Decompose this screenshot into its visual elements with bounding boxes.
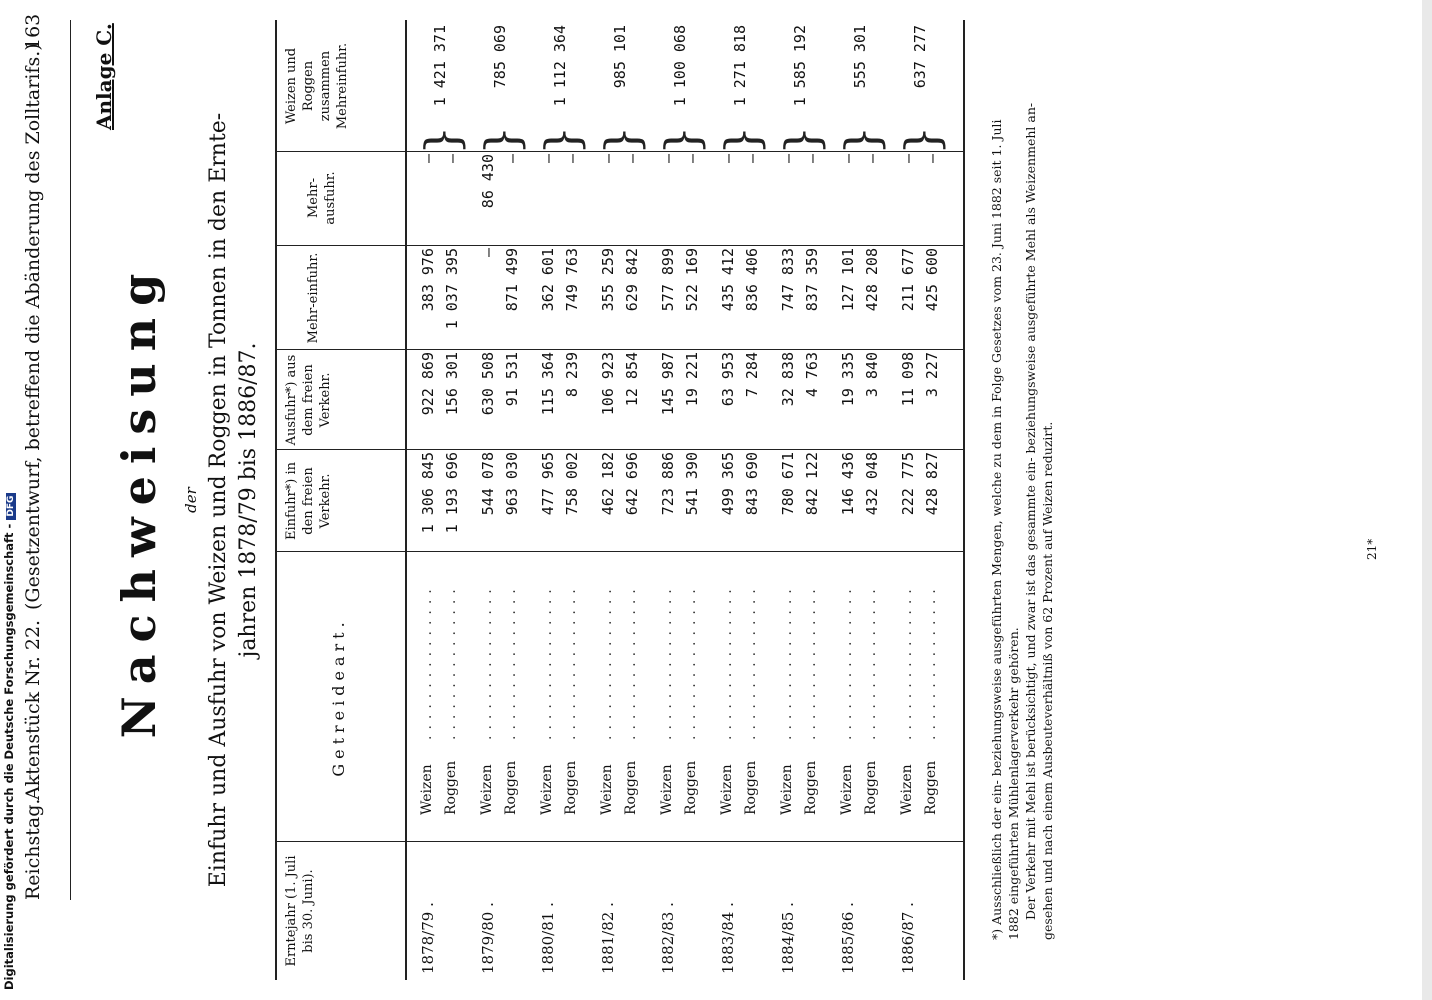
table-row [535,20,593,980]
export-roggen: 8 239 [563,352,581,398]
page-number: 163 [22,13,44,50]
grain-roggen: Roggen [503,760,519,815]
mehr-import-roggen: 1 037 395 [443,248,461,330]
dfg-logo: DFG [6,493,16,520]
footnote [988,40,1056,940]
mehr-import-roggen: 749 763 [563,248,581,312]
export-roggen: 4 763 [803,352,821,398]
grain-weizen: Weizen [479,764,495,815]
total-mehreinfuhr: 1 112 364 [551,25,569,107]
header-grain: Getreideart. [329,617,348,777]
import-weizen: 780 671 [779,452,797,516]
bottom-page-mark: 21* [1365,538,1379,560]
dot-leader: ............... [719,583,735,740]
import-roggen: 541 390 [683,452,701,516]
mehr-import-weizen: 383 976 [419,248,437,312]
grain-roggen: Roggen [803,760,819,815]
total-mehreinfuhr: 1 100 068 [671,25,689,107]
dot-leader: ............... [743,583,759,740]
mehr-export-weizen: — [719,154,737,164]
header-year: Erntejahr (1. Juli bis 30. Juni). [284,855,316,967]
import-roggen: 428 827 [923,452,941,516]
footnote-line-3: Der Verkehr mit Mehl ist berücksichtigt, und zwar ist das gesammte ein- beziehungsweise ausgeführte Mehl als Weizenmehl an- [1023,102,1038,920]
import-roggen: 842 122 [803,452,821,516]
mehr-export-weizen: — [779,154,797,164]
export-weizen: 922 869 [419,352,437,416]
grain-weizen: Weizen [419,764,435,815]
import-weizen: 1 306 845 [419,452,437,534]
brace-glyph: } [535,125,589,155]
import-weizen: 222 775 [899,452,917,516]
header-import: Einfuhr*) in den freien Verkehr. [284,461,333,541]
mehr-import-roggen: 871 499 [503,248,521,312]
grain-roggen: Roggen [863,760,879,815]
mehr-import-roggen: 522 169 [683,248,701,312]
table-row [655,20,713,980]
grain-weizen: Weizen [539,764,555,815]
total-mehreinfuhr: 1 585 192 [791,25,809,107]
dot-leader: ............... [659,583,675,740]
mehr-import-weizen: — [479,248,497,258]
table-header-rule [405,20,407,980]
subtitle-line-1: Einfuhr und Ausfuhr von Weizen und Roggen in Tonnen in den Ernte- [206,112,231,888]
import-weizen: 723 886 [659,452,677,516]
table-row [835,20,893,980]
table-bottom-rule [963,20,965,980]
table-row [475,20,533,980]
export-weizen: 630 508 [479,352,497,416]
data-table [275,20,965,980]
export-roggen: 3 840 [863,352,881,398]
import-weizen: 499 365 [719,452,737,516]
mehr-import-weizen: 747 833 [779,248,797,312]
mehr-export-weizen: — [839,154,857,164]
import-weizen: 477 965 [539,452,557,516]
dot-leader: ............... [503,583,519,740]
dot-leader: ............... [899,583,915,740]
total-mehreinfuhr: 1 271 818 [731,25,749,107]
mehr-export-roggen: — [503,154,521,164]
export-weizen: 19 335 [839,352,857,407]
dot-leader: ............... [683,583,699,740]
import-weizen: 544 078 [479,452,497,516]
total-mehreinfuhr: 555 301 [851,25,869,89]
dot-leader: ............... [419,583,435,740]
anlage-label: Anlage C. [92,23,116,130]
mehr-import-weizen: 577 899 [659,248,677,312]
grain-weizen: Weizen [779,764,795,815]
footnote-line-4: gesehen und nach einem Ausbeuteverhältniß von 62 Prozent auf Weizen reduzirt. [1040,421,1055,940]
import-roggen: 758 002 [563,452,581,516]
dot-leader: ............... [923,583,939,740]
export-weizen: 63 953 [719,352,737,407]
dot-leader: ............... [863,583,879,740]
mehr-export-roggen: — [563,154,581,164]
header-middle: (Gesetzentwurf, betreffend die Abänderung des Zolltarifs.) [22,43,44,610]
mehr-export-roggen: — [623,154,641,164]
brace-glyph: } [895,125,949,155]
grain-roggen: Roggen [623,760,639,815]
table-row [715,20,773,980]
export-weizen: 11 098 [899,352,917,407]
year-cell: 1880/81 . [539,902,557,974]
dot-leader: ............... [539,583,555,740]
grain-weizen: Weizen [719,764,735,815]
dot-leader: ............... [563,583,579,740]
brace-glyph: } [715,125,769,155]
table-row [595,20,653,980]
export-weizen: 32 838 [779,352,797,407]
mehr-import-roggen: 836 406 [743,248,761,312]
grain-weizen: Weizen [899,764,915,815]
grain-roggen: Roggen [683,760,699,815]
import-weizen: 146 436 [839,452,857,516]
grain-roggen: Roggen [563,760,579,815]
year-cell: 1879/80 . [479,902,497,974]
header-mehr-export: Mehr-ausfuhr. [306,171,338,225]
mehr-import-weizen: 355 259 [599,248,617,312]
export-roggen: 7 284 [743,352,761,398]
export-roggen: 3 227 [923,352,941,398]
header-center: Aktenstück Nr. 22. [22,619,44,800]
brace-glyph: } [595,125,649,155]
mehr-import-weizen: 435 412 [719,248,737,312]
year-cell: 1885/86 . [839,902,857,974]
dot-leader: ............... [779,583,795,740]
export-roggen: 19 221 [683,352,701,407]
grain-roggen: Roggen [743,760,759,815]
export-roggen: 12 854 [623,352,641,407]
import-roggen: 432 048 [863,452,881,516]
mehr-export-roggen: — [443,154,461,164]
page-title: Nachweisung [112,261,166,739]
grain-weizen: Weizen [599,764,615,815]
dot-leader: ............... [599,583,615,740]
dot-leader: ............... [443,583,459,740]
mehr-import-weizen: 362 601 [539,248,557,312]
year-cell: 1883/84 . [719,902,737,974]
import-weizen: 462 182 [599,452,617,516]
table-top-rule [275,20,277,980]
brace-glyph: } [835,125,889,155]
scan-edge [1422,0,1432,1000]
mehr-export-roggen: — [803,154,821,164]
mehr-import-roggen: 428 208 [863,248,881,312]
total-mehreinfuhr: 637 277 [911,25,929,89]
mehr-export-weizen: 86 430 [479,154,497,209]
brace-glyph: } [655,125,709,155]
import-roggen: 1 193 696 [443,452,461,534]
grain-weizen: Weizen [839,764,855,815]
mehr-export-roggen: — [863,154,881,164]
footnote-line-2: 1882 eingeführten Mühlenlagerverkehr gehören. [1006,627,1021,940]
year-cell: 1882/83 . [659,902,677,974]
export-weizen: 106 923 [599,352,617,416]
mehr-export-roggen: — [743,154,761,164]
brace-glyph: } [775,125,829,155]
table-row [775,20,833,980]
export-roggen: 156 301 [443,352,461,416]
mehr-export-weizen: — [659,154,677,164]
mehr-export-weizen: — [539,154,557,164]
mehr-export-weizen: — [599,154,617,164]
grain-roggen: Roggen [923,760,939,815]
mehr-import-roggen: 837 359 [803,248,821,312]
mehr-import-roggen: 425 600 [923,248,941,312]
credit-text-wrap [2,493,16,990]
footnote-line-1: *) Ausschließlich der ein- beziehungsweise ausgeführten Mengen, welche zu dem in Folge Gesetzes vom 23. Juni 1882 seit 1. Juli [989,119,1004,940]
import-roggen: 642 696 [623,452,641,516]
import-roggen: 963 030 [503,452,521,516]
year-cell: 1881/82 . [599,902,617,974]
subtitle-line-2: jahren 1878/79 bis 1886/87. [236,342,261,658]
title-der: der [182,487,200,513]
header-left: Reichstag. [22,798,44,900]
header-export: Ausfuhr*) aus dem freien Verkehr. [284,354,333,446]
table-row [415,20,473,980]
mehr-export-weizen: — [899,154,917,164]
export-roggen: 91 531 [503,352,521,407]
mehr-export-roggen: — [683,154,701,164]
dot-leader: ............... [803,583,819,740]
export-weizen: 115 364 [539,352,557,416]
mehr-export-roggen: — [923,154,941,164]
mehr-import-roggen: 629 842 [623,248,641,312]
year-cell: 1878/79 . [419,902,437,974]
dot-leader: ............... [839,583,855,740]
table-row [895,20,953,980]
brace-glyph: } [415,125,469,155]
mehr-import-weizen: 211 677 [899,248,917,312]
credit-text: Digitalisierung gefördert durch die Deutsche Forschungsgemeinschaft - [2,523,16,990]
total-mehreinfuhr: 985 101 [611,25,629,89]
year-cell: 1886/87 . [899,902,917,974]
total-mehreinfuhr: 1 421 371 [431,25,449,107]
header-total: Weizen und Roggen zusammen Mehreinfuhr. [284,42,350,130]
grain-weizen: Weizen [659,764,675,815]
brace-glyph: } [475,125,529,155]
dot-leader: ............... [479,583,495,740]
dot-leader: ............... [623,583,639,740]
digitization-credit [0,495,24,1000]
header-mehr-import: Mehr-einfuhr. [306,252,321,344]
mehr-import-weizen: 127 101 [839,248,857,312]
export-weizen: 145 987 [659,352,677,416]
mehr-export-weizen: — [419,154,437,164]
grain-roggen: Roggen [443,760,459,815]
total-mehreinfuhr: 785 069 [491,25,509,89]
import-roggen: 843 690 [743,452,761,516]
year-cell: 1884/85 . [779,902,797,974]
